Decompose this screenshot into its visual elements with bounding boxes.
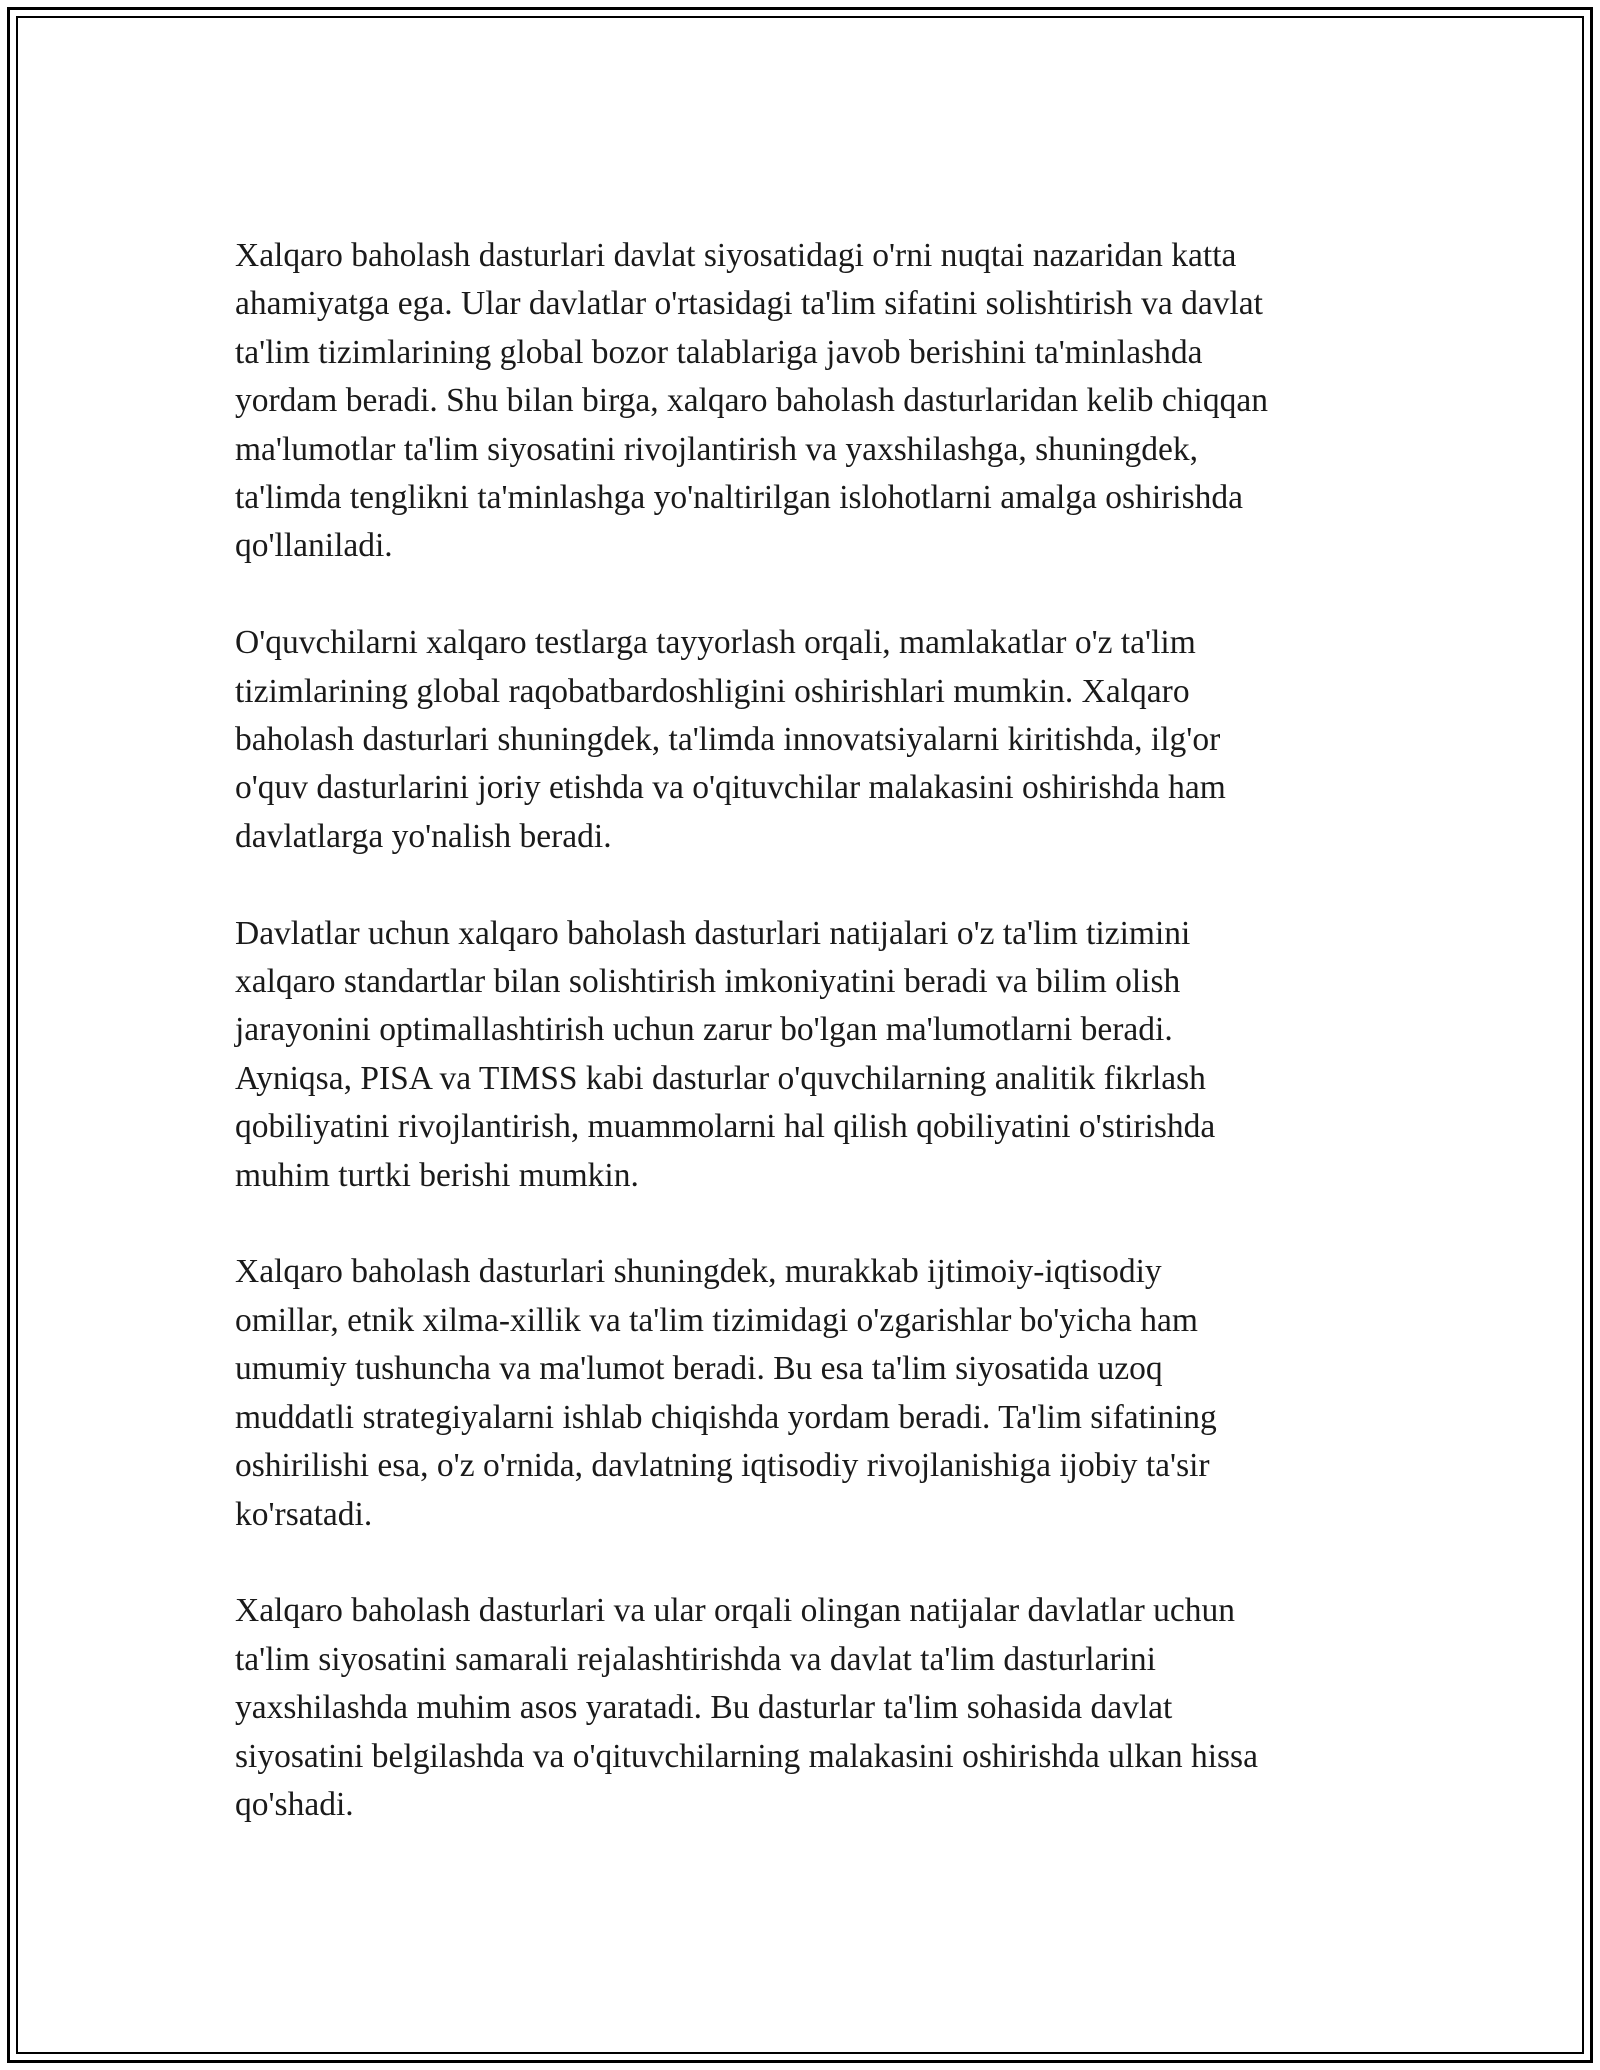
paragraph-2: O'quvchilarni xalqaro testlarga tayyorlash orqali, mamlakatlar o'z ta'lim tizimlarining global raqobatbardoshligini oshirishlari mumkin. Xalqaro baholash dasturlari shuningdek, ta'limda innovatsiyalarni kiritishda, ilg'or o'quv dasturlarini joriy etishda va o'qituvchilar malakasini oshirishda ham davlatlarga yo'nalish beradi. (235, 624, 1226, 855)
document-body (235, 232, 1385, 1878)
paragraph-4: Xalqaro baholash dasturlari shuningdek, murakkab ijtimoiy-iqtisodiy omillar, etnik xilma-xillik va ta'lim tizimidagi o'zgarishlar bo'yicha ham umumiy tushuncha va ma'lumot beradi. Bu esa ta'lim siyosatida uzoq muddatli strategiyalarni ishlab chiqishda yordam beradi. Ta'lim sifatining oshirilishi esa, o'z o'rnida, davlatning iqtisodiy rivojlanishiga ijobiy ta'sir ko'rsatadi. (235, 1253, 1217, 1533)
paragraph-3: Davlatlar uchun xalqaro baholash dasturlari natijalari o'z ta'lim tizimini xalqaro standartlar bilan solishtirish imkoniyatini beradi va bilim olish jarayonini optimallashtirish uchun zarur bo'lgan ma'lumotlarni beradi. Ayniqsa, PISA va TIMSS kabi dasturlar o'quvchilarning analitik fikrlash qobiliyatini rivojlantirish, muammolarni hal qilish qobiliyatini o'stirishda muhim turtki berishi mumkin. (235, 914, 1216, 1194)
paragraph-1: Xalqaro baholash dasturlari davlat siyosatidagi o'rni nuqtai nazaridan katta ahamiyatga ega. Ular davlatlar o'rtasidagi ta'lim sifatini solishtirish va davlat ta'lim tizimlarining global bozor talablariga javob berishini ta'minlashda yordam beradi. Shu bilan birga, xalqaro baholash dasturlaridan kelib chiqqan ma'lumotlar ta'lim siyosatini rivojlantirish va yaxshilashga, shuningdek, ta'limda tenglikni ta'minlashga yo'naltirilgan islohotlarni amalga oshirishda qo'llaniladi. (235, 237, 1268, 565)
paragraph-5: Xalqaro baholash dasturlari va ular orqali olingan natijalar davlatlar uchun ta'lim siyosatini samarali rejalashtirishda va davlat ta'lim dasturlarini yaxshilashda muhim asos yaratadi. Bu dasturlar ta'lim sohasida davlat siyosatini belgilashda va o'qituvchilarning malakasini oshirishda ulkan hissa qo'shadi. (235, 1592, 1258, 1823)
